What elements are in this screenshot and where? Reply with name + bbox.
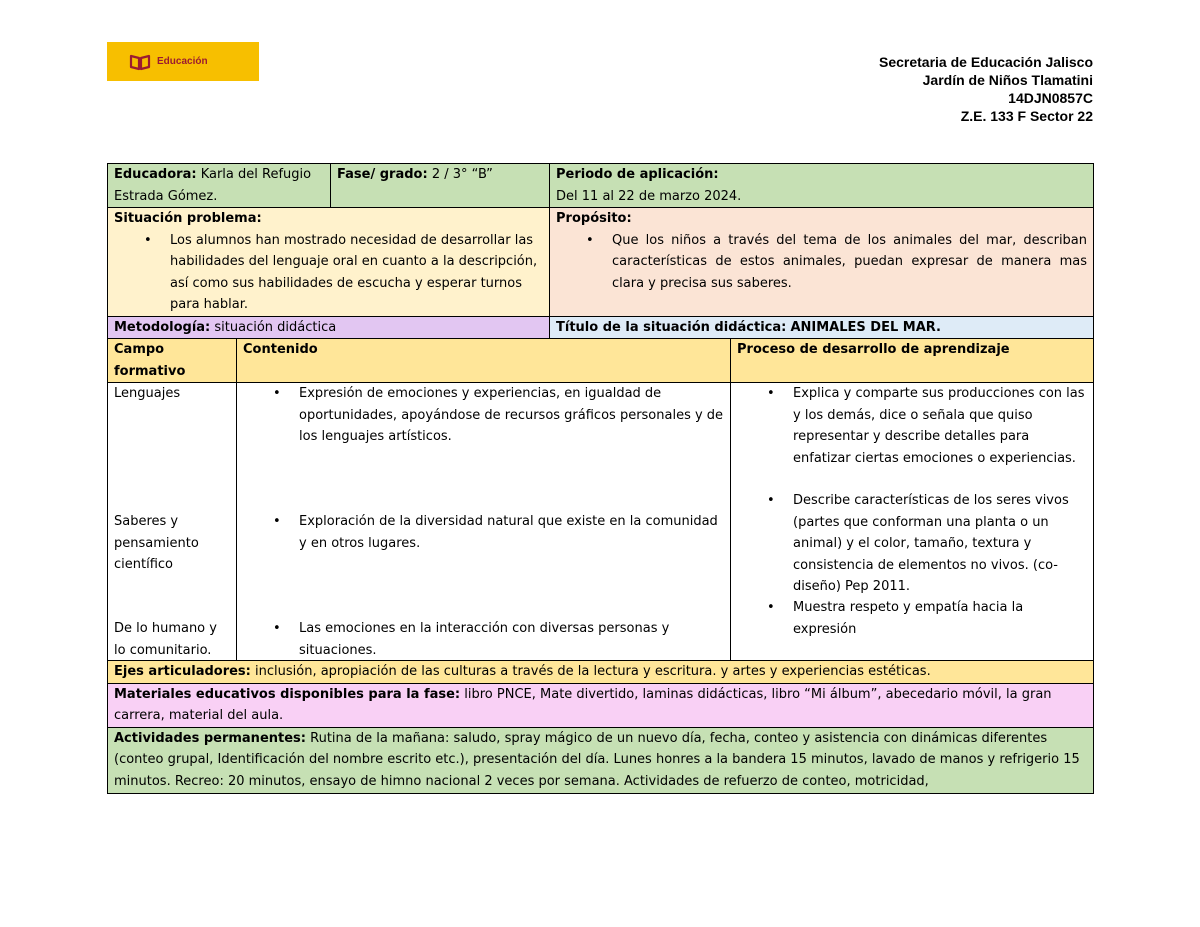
header-line-2: Jardín de Niños Tlamatini: [922, 72, 1093, 88]
campo-saberes: Saberes y pensamiento científico: [114, 514, 199, 572]
header-line-4: Z.E. 133 F Sector 22: [960, 108, 1093, 124]
ejes-cell: [108, 661, 1094, 684]
titulo-value: ANIMALES DEL MAR.: [790, 319, 941, 335]
titulo-label: Título de la situación didáctica:: [556, 319, 787, 335]
educadora-value: Karla del Refugio Estrada Gómez.: [114, 167, 312, 204]
contenido-item: • Las emociones en la interacción con diversas personas y situaciones.: [299, 618, 724, 661]
contenidos-cell: [237, 383, 731, 661]
header-line-1: Secretaria de Educación Jalisco: [879, 54, 1093, 70]
campo-lenguajes: Lenguajes: [114, 386, 181, 401]
situacion-label: Situación problema:: [114, 211, 262, 226]
situacion-cell: [108, 208, 550, 317]
ejes-value: inclusión, apropiación de las culturas a través de la lectura y escritura. y artes y experiencias estéticas.: [255, 664, 931, 679]
materiales-value: libro PNCE, Mate divertido, laminas didácticas, libro “Mi álbum”, abecedario móvil, la gran carrera, material del aula.: [114, 686, 1052, 723]
campos-cell: [108, 383, 237, 661]
procesos-cell: [731, 383, 1094, 661]
metodologia-cell: [108, 316, 550, 339]
educacion-logo: [107, 42, 259, 81]
proposito-cell: [550, 208, 1094, 317]
actividades-value: Rutina de la mañana: saludo, spray mágico de un nuevo día, fecha, conteo y asistencia con dinámicas diferentes (conteo grupal, Identificación del nombre escrito etc.), presentación del día. Lunes honres a la bandera 15 minutos, lavado de manos y refrigerio 15 minutos. Recreo: 20 minutos, ensayo de himno nacional 2 veces por semana. Actividades de refuerzo de conteo, motricidad,: [114, 730, 1080, 789]
actividades-label: Actividades permanentes:: [114, 730, 306, 746]
header-line-3: 14DJN0857C: [1008, 90, 1093, 106]
periodo-value: Del 11 al 22 de marzo 2024.: [556, 188, 742, 204]
metodologia-value: situación didáctica: [214, 319, 337, 335]
materiales-label: Materiales educativos disponibles para la fase:: [114, 686, 461, 702]
proceso-item: • Explica y comparte sus producciones con las y los demás, dice o señala que quiso representar y describe detalles para enfatizar ciertas emociones o experiencias.: [793, 383, 1087, 469]
situacion-bullet: • Los alumnos han mostrado necesidad de desarrollar las habilidades del lenguaje oral en cuanto a la descripción, así como sus habilidades de escucha y esperar turnos para hablar.: [170, 230, 543, 316]
ejes-label: Ejes articuladores:: [114, 664, 251, 679]
proceso-item: • Describe características de los seres vivos (partes que conforman una planta o un animal) y el color, tamaño, textura y consistencia de elementos no vivos. (co-diseño) Pep 2011.: [793, 490, 1087, 598]
contenido-header: Contenido: [237, 339, 731, 383]
proposito-bullet: • Que los niños a través del tema de los animales del mar, describan características de estos animales, puedan expresar de manera mas clara y precisa sus saberes.: [612, 230, 1087, 295]
titulo-cell: [550, 316, 1094, 339]
periodo-label: Periodo de aplicación:: [556, 167, 719, 182]
campo-humano: De lo humano y lo comunitario.: [114, 621, 217, 658]
campo-header: Campo formativo: [108, 339, 237, 383]
fase-value: 2 / 3° “B”: [431, 167, 493, 182]
educadora-cell: [108, 164, 331, 208]
planning-table: [107, 163, 1094, 794]
contenido-item: • Exploración de la diversidad natural que existe en la comunidad y en otros lugares.: [299, 511, 724, 554]
proposito-label: Propósito:: [556, 211, 632, 226]
materiales-cell: [108, 683, 1094, 727]
school-header: [879, 53, 1093, 125]
contenido-item: • Expresión de emociones y experiencias, en igualdad de oportunidades, apoyándose de recursos gráficos personales y de los lenguajes artísticos.: [299, 383, 724, 448]
logo-text: Educación: [157, 56, 208, 67]
proceso-header: Proceso de desarrollo de aprendizaje: [731, 339, 1094, 383]
educadora-label: Educadora:: [114, 167, 197, 182]
open-book-icon: [129, 53, 151, 71]
periodo-cell: [550, 164, 1094, 208]
actividades-cell: [108, 727, 1094, 793]
metodologia-label: Metodología:: [114, 319, 211, 335]
proceso-item: • Muestra respeto y empatía hacia la expresión: [793, 597, 1087, 640]
fase-label: Fase/ grado:: [337, 167, 428, 182]
fase-cell: [331, 164, 550, 208]
